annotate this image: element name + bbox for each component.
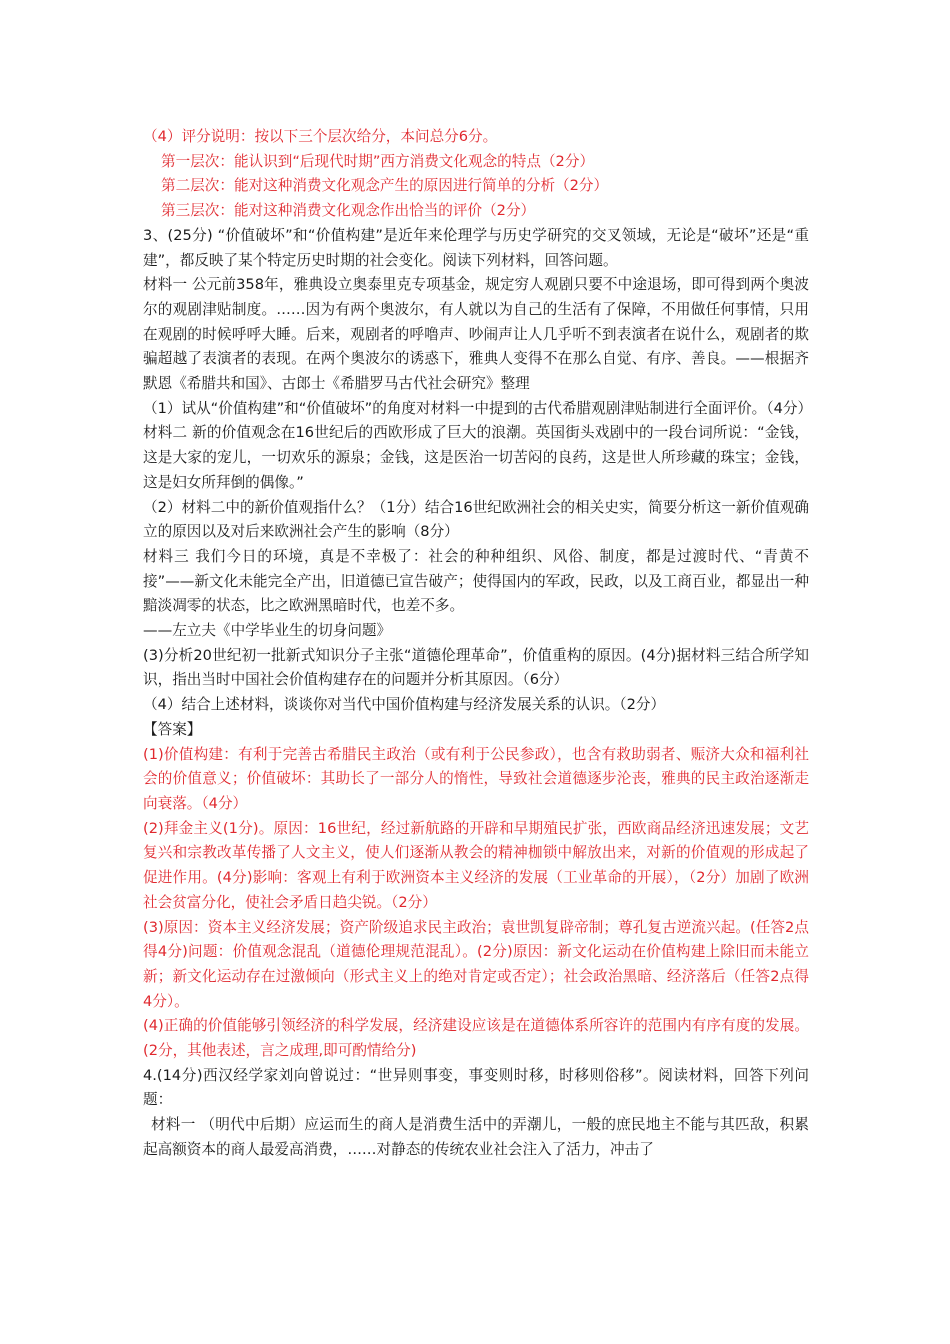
answer-2: (2)拜金主义(1分)。原因：16世纪，经过新航路的开辟和早期殖民扩张，西欧商品经济迅速发展；文艺复兴和宗教改革传播了人文主义，使人们逐渐从教会的精神枷锁中解放出来，对新的价值观的形成起了促进作用。(4分)影响：客观上有利于欧洲资本主义经济的发展（工业革命的开展），（2分）加剧了欧洲社会贫富分化，使社会矛盾日趋尖锐。（2分） xyxy=(143,819,809,911)
scoring-level-3: 第三层次：能对这种消费文化观念作出恰当的评价（2分） xyxy=(161,202,536,220)
q4-stem: 4.(14分)西汉经学家刘向曾说过：“世异则事变，事变则时移，时移则俗移”。阅读材料，回答下列问题： xyxy=(143,1066,809,1109)
scoring-level-1: 第一层次：能认识到“后现代时期”西方消费文化观念的特点（2分） xyxy=(161,152,595,170)
q3-question-3: (3)分析20世纪初一批新式知识分子主张“道德伦理革命”，价值重构的原因。(4分)据材料三结合所学知识，指出当时中国社会价值构建存在的问题并分析其原因。（6分） xyxy=(143,646,809,689)
q3-source-3: ——左立夫《中学毕业生的切身问题》 xyxy=(143,622,392,640)
q3-question-1: （1）试从“价值构建”和“价值破坏”的角度对材料一中提到的古代希腊观剧津贴制进行全面评价。（4分） xyxy=(143,399,813,417)
answer-1: (1)价值构建：有利于完善古希腊民主政治（或有利于公民参政），也含有救助弱者、赈济大众和福利社会的价值意义；价值破坏：其助长了一部分人的惰性，导致社会道德逐步沦丧，雅典的民主政治逐渐走向衰落。（4分） xyxy=(143,745,809,812)
q3-material-2: 材料二 新的价值观念在16世纪后的西欧形成了巨大的浪潮。英国街头戏剧中的一段台词所说：“金钱，这是大家的宠儿，一切欢乐的源泉；金钱，这是医治一切苦闷的良药，这是世人所珍藏的珠宝；金钱，这是妇女所拜倒的偶像。” xyxy=(143,424,809,491)
answer-4: (4)正确的价值能够引领经济的科学发展，经济建设应该是在道德体系所容许的范围内有序有度的发展。(2分，其他表述，言之成理,即可酌情给分) xyxy=(143,1017,809,1060)
q3-material-1: 材料一 公元前358年，雅典设立奥泰里克专项基金，规定穷人观剧只要不中途退场，即可得到两个奥波尔的观剧津贴制度。……因为有两个奥波尔，有人就以为自己的生活有了保障，不用做任何事情，只用在观剧的时候呼呼大睡。后来，观剧者的呼噜声、吵闹声让人几乎听不到表演者在说什么，观剧者的欺骗超越了表演者的表现。在两个奥波尔的诱惑下，雅典人变得不在那么自觉、有序、善良。——根据齐默恩《希腊共和国》、古郎士《希腊罗马古代社会研究》整理 xyxy=(143,276,809,393)
q4-material-1: 材料一 （明代中后期）应运而生的商人是消费生活中的弄潮儿，一般的庶民地主不能与其匹敌，积累起高额资本的商人最爱高消费，……对静态的传统农业社会注入了活力，冲击了 xyxy=(143,1116,809,1158)
answer-3: (3)原因：资本主义经济发展；资产阶级追求民主政治；袁世凯复辟帝制；尊孔复古逆流兴起。(任答2点得4分)问题：价值观念混乱（道德伦理规范混乱）。(2分)原因：新文化运动在价值构建上除旧而未能立新；新文化运动存在过激倾向（形式主义上的绝对肯定或否定）；社会政治黑暗、经济落后（任答2点得4分）。 xyxy=(143,918,809,1010)
q3-stem: 3、(25分) “价值破坏”和“价值构建”是近年来伦理学与历史学研究的交叉领域，无论是“破坏”还是“重建”，都反映了某个特定历史时期的社会变化。阅读下列材料，回答问题。 xyxy=(143,226,809,269)
q3-material-3: 材料三 我们今日的环境，真是不幸极了：社会的种种组织、风俗、制度，都是过渡时代、“青黄不接”——新文化未能完全产出，旧道德已宣告破产；使得国内的军政，民政，以及工商百业，都显出一种黯淡凋零的状态，比之欧洲黑暗时代，也差不多。 xyxy=(143,547,809,615)
document-page xyxy=(143,125,813,1163)
answer-heading: 【答案】 xyxy=(143,720,202,738)
q3-question-2: （2）材料二中的新价值观指什么？（1分）结合16世纪欧洲社会的相关史实，简要分析这一新价值观确立的原因以及对后来欧洲社会产生的影响（8分） xyxy=(143,498,809,541)
scoring-intro: （4）评分说明：按以下三个层次给分，本问总分6分。 xyxy=(143,128,498,145)
q3-question-4: （4）结合上述材料，谈谈你对当代中国价值构建与经济发展关系的认识。（2分） xyxy=(143,696,666,714)
scoring-level-2: 第二层次：能对这种消费文化观念产生的原因进行简单的分析（2分） xyxy=(161,177,609,195)
